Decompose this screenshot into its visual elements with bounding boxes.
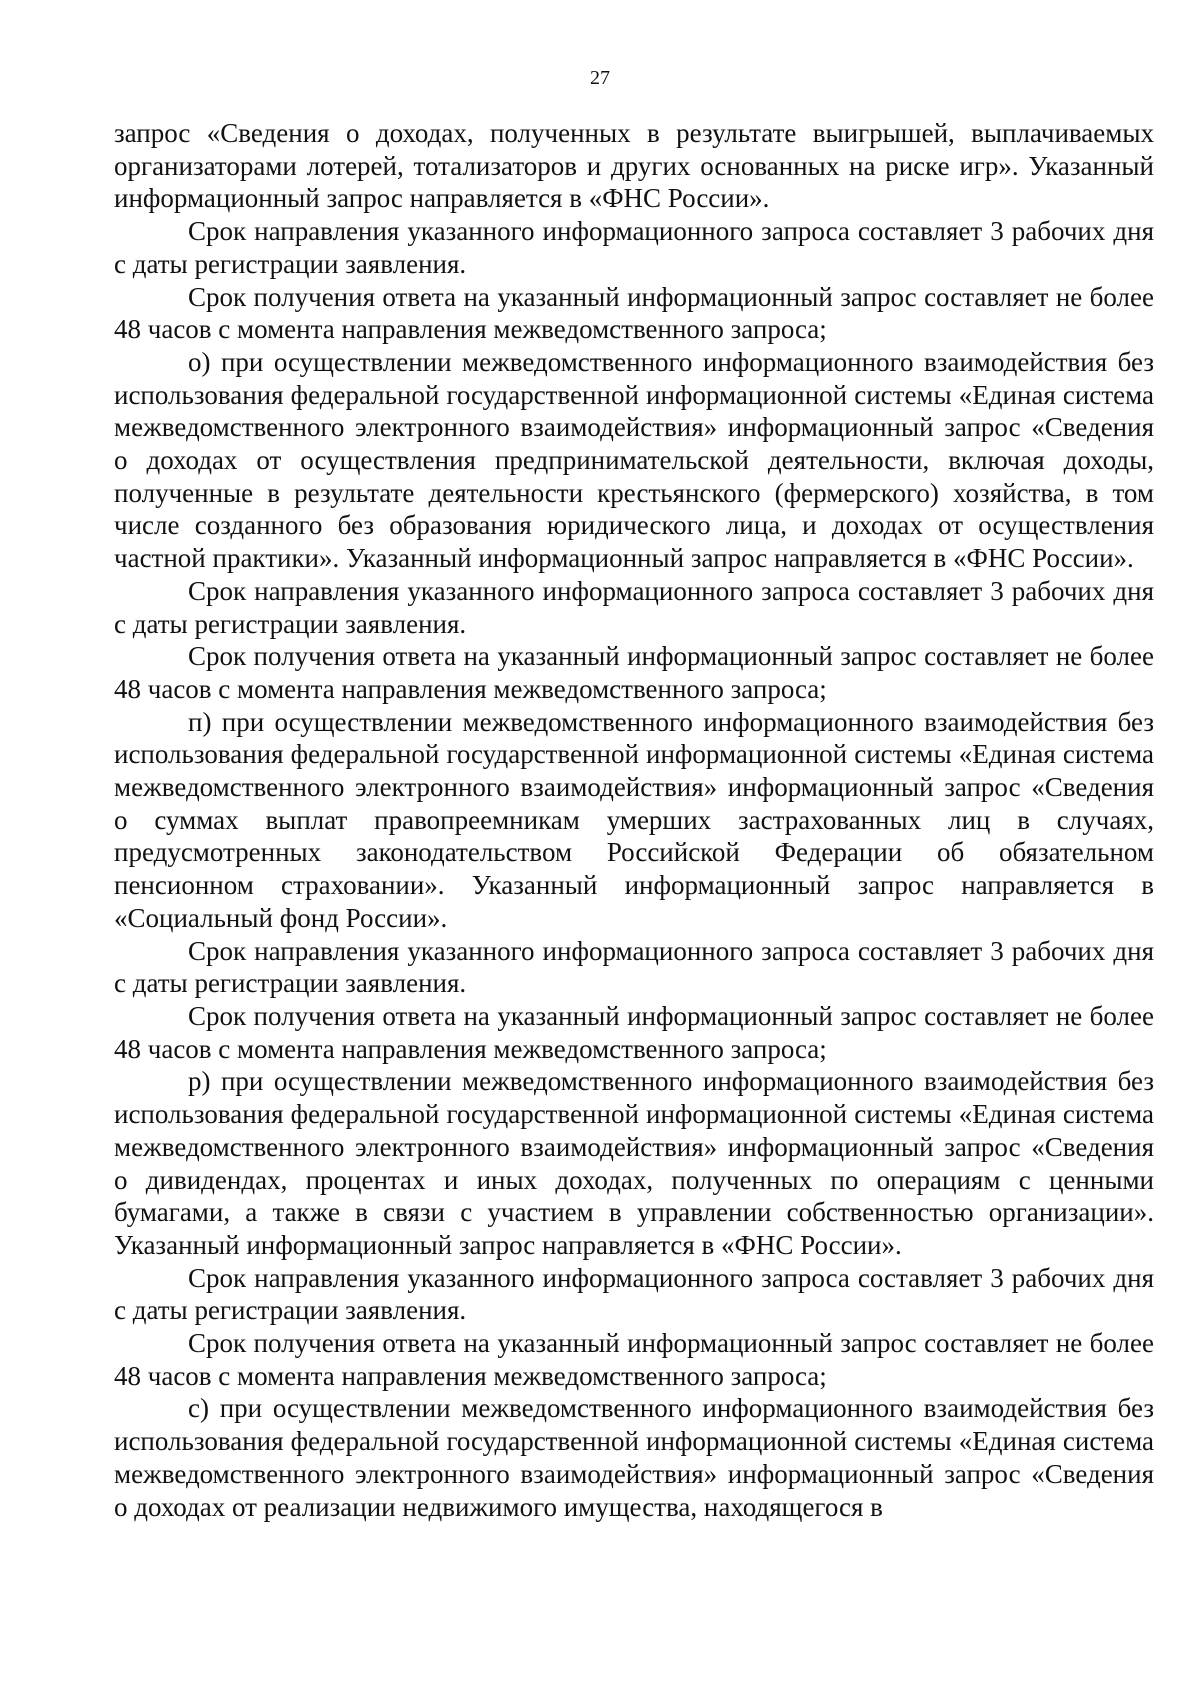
paragraph: Срок получения ответа на указанный информационный запрос составляет не более 48 часов с момента направления межведомственного запроса; [114,1328,1154,1391]
paragraph: Срок получения ответа на указанный информационный запрос составляет не более 48 часов с момента направления межведомственного запроса; [114,641,1154,704]
paragraph-item-o: о) при осуществлении межведомственного информационного взаимодействия без использования федеральной государственной информационной системы «Единая система межведомственного электронного взаимодействия» информационный запрос «Сведения о доходах от осуществления предпринимательской деятельности, включая доходы, полученные в результате деятельности крестьянского (фермерского) хозяйства, в том числе созданного без образования юридического лица, и доходах от осуществления частной практики». Указанный информационный запрос направляется в «ФНС России». [114,346,1154,574]
paragraph: Срок получения ответа на указанный информационный запрос составляет не более 48 часов с момента направления межведомственного запроса; [114,1000,1154,1064]
paragraph-continuation: запрос «Сведения о доходах, полученных в результате выигрышей, выплачиваемых организаторами лотерей, тотализаторов и других основанных на риске игр». Указанный информационный запрос направляется в «ФНС России». [114,118,1154,214]
paragraph-item-r: р) при осуществлении межведомственного информационного взаимодействия без использования федеральной государственной информационной системы «Единая система межведомственного электронного взаимодействия» информационный запрос «Сведения о дивидендах, процентах и иных доходах, полученных по операциям с ценными бумагами, а также в связи с участием в управлении собственностью организации». Указанный информационный запрос направляется в «ФНС России». [114,1066,1154,1260]
paragraph: Срок направления указанного информационного запроса составляет 3 рабочих дня с даты регистрации заявления. [114,216,1154,279]
paragraph: Срок направления указанного информационного запроса составляет 3 рабочих дня с даты регистрации заявления. [114,575,1154,639]
paragraph: Срок направления указанного информационного запроса составляет 3 рабочих дня с даты регистрации заявления. [114,1262,1154,1326]
paragraph-item-s: с) при осуществлении межведомственного информационного взаимодействия без использования федеральной государственной информационной системы «Единая система межведомственного электронного взаимодействия» информационный запрос «Сведения о доходах от реализации недвижимого имущества, находящегося в [114,1393,1154,1522]
page-number: 27 [590,67,610,89]
document-body [114,117,1154,1523]
paragraph-item-p: п) при осуществлении межведомственного информационного взаимодействия без использования федеральной государственной информационной системы «Единая система межведомственного электронного взаимодействия» информационный запрос «Сведения о суммах выплат правопреемникам умерших застрахованных лиц в случаях, предусмотренных законодательством Российской Федерации об обязательном пенсионном страховании». Указанный информационный запрос направляется в «Социальный фонд России». [114,706,1154,933]
paragraph: Срок получения ответа на указанный информационный запрос составляет не более 48 часов с момента направления межведомственного запроса; [114,281,1154,345]
paragraph: Срок направления указанного информационного запроса составляет 3 рабочих дня с даты регистрации заявления. [114,935,1154,999]
